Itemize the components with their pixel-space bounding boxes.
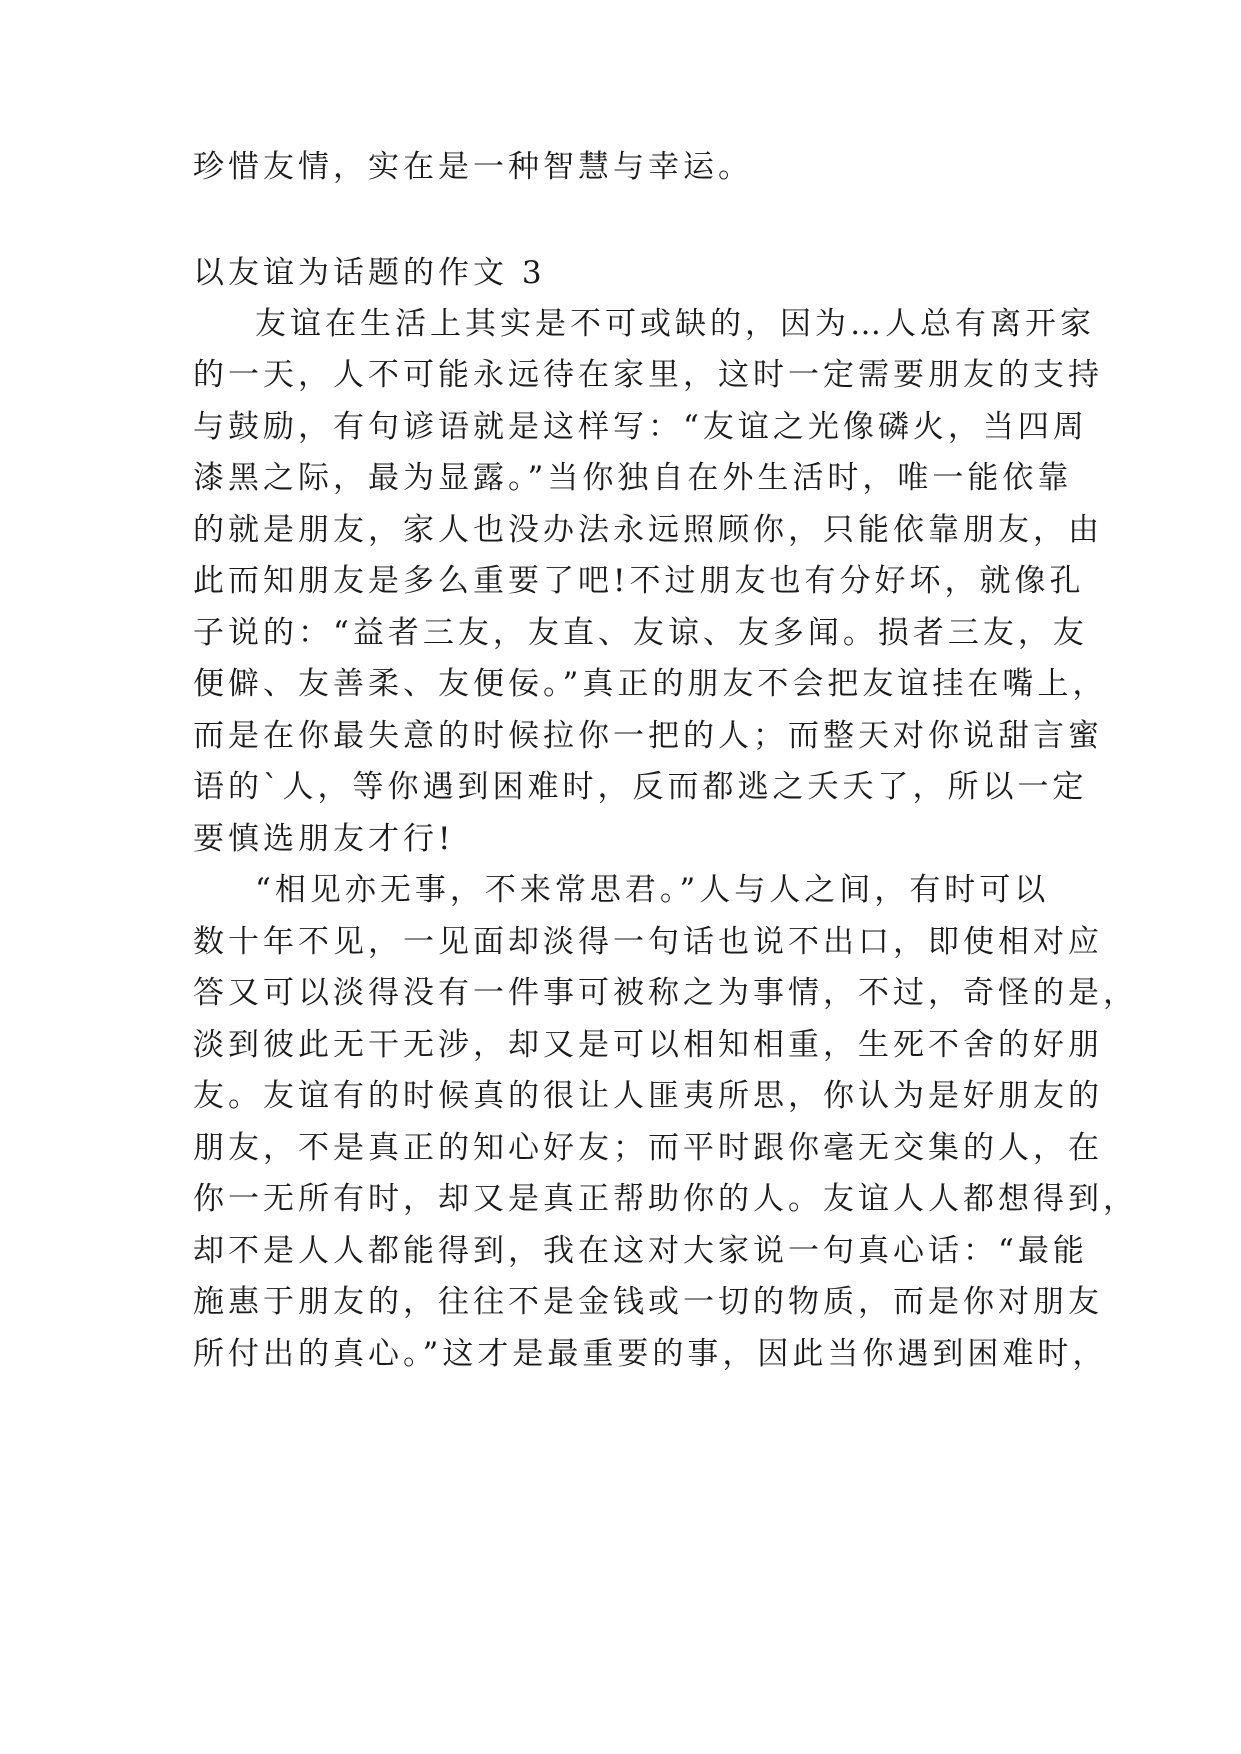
paragraph-1-line: 而是在你最失意的时候拉你一把的人；而整天对你说甜言蜜 xyxy=(193,718,1103,754)
text-line-closing: 珍惜友情，实在是一种智慧与幸运。 xyxy=(193,149,753,185)
paragraph-2-line: 友。友谊有的时候真的很让人匪夷所思，你认为是好朋友的 xyxy=(193,1078,1103,1114)
paragraph-1-line: 子说的：“益者三友，友直、友谅、友多闻。损者三友，友 xyxy=(193,615,1088,651)
paragraph-2-line: 朋友，不是真正的知心好友；而平时跟你毫无交集的人，在 xyxy=(193,1130,1103,1166)
section-title: 以友谊为话题的作文 3 xyxy=(193,255,546,291)
paragraph-2-line: 数十年不见，一见面却淡得一句话也说不出口，即使相对应 xyxy=(193,924,1103,960)
paragraph-2-line: 施惠于朋友的，往往不是金钱或一切的物质，而是你对朋友 xyxy=(193,1284,1103,1320)
paragraph-2-line: 所付出的真心。”这才是最重要的事，因此当你遇到困难时， xyxy=(193,1336,1108,1372)
paragraph-1-line: 此而知朋友是多么重要了吧!不过朋友也有分好坏，就像孔 xyxy=(193,563,1085,599)
paragraph-2-line: “相见亦无事，不来常思君。”人与人之间，有时可以 xyxy=(255,872,1050,908)
paragraph-1-line: 的一天，人不可能永远待在家里，这时一定需要朋友的支持 xyxy=(193,357,1103,393)
paragraph-1-line: 与鼓励，有句谚语就是这样写：“友谊之光像磷火，当四周 xyxy=(193,409,1088,445)
paragraph-2-line: 答又可以淡得没有一件事可被称之为事情，不过，奇怪的是， xyxy=(193,975,1138,1011)
paragraph-2-line: 你一无所有时，却又是真正帮助你的人。友谊人人都想得到， xyxy=(193,1181,1138,1217)
paragraph-1-line: 的就是朋友，家人也没办法永远照顾你，只能依靠朋友，由 xyxy=(193,512,1103,548)
paragraph-1-line: 要慎选朋友才行! xyxy=(193,821,455,857)
paragraph-2-line: 却不是人人都能得到，我在这对大家说一句真心话：“最能 xyxy=(193,1233,1088,1269)
paragraph-1-line: 便僻、友善柔、友便佞。”真正的朋友不会把友谊挂在嘴上， xyxy=(193,666,1108,702)
paragraph-1-line: 漆黑之际，最为显露。”当你独自在外生活时，唯一能依靠 xyxy=(193,460,1073,496)
paragraph-1-line: 友谊在生活上其实是不可或缺的，因为…人总有离开家 xyxy=(255,306,1095,342)
paragraph-1-line: 语的`人，等你遇到困难时，反而都逃之夭夭了，所以一定 xyxy=(193,769,1088,805)
paragraph-2-line: 淡到彼此无干无涉，却又是可以相知相重，生死不舍的好朋 xyxy=(193,1027,1103,1063)
